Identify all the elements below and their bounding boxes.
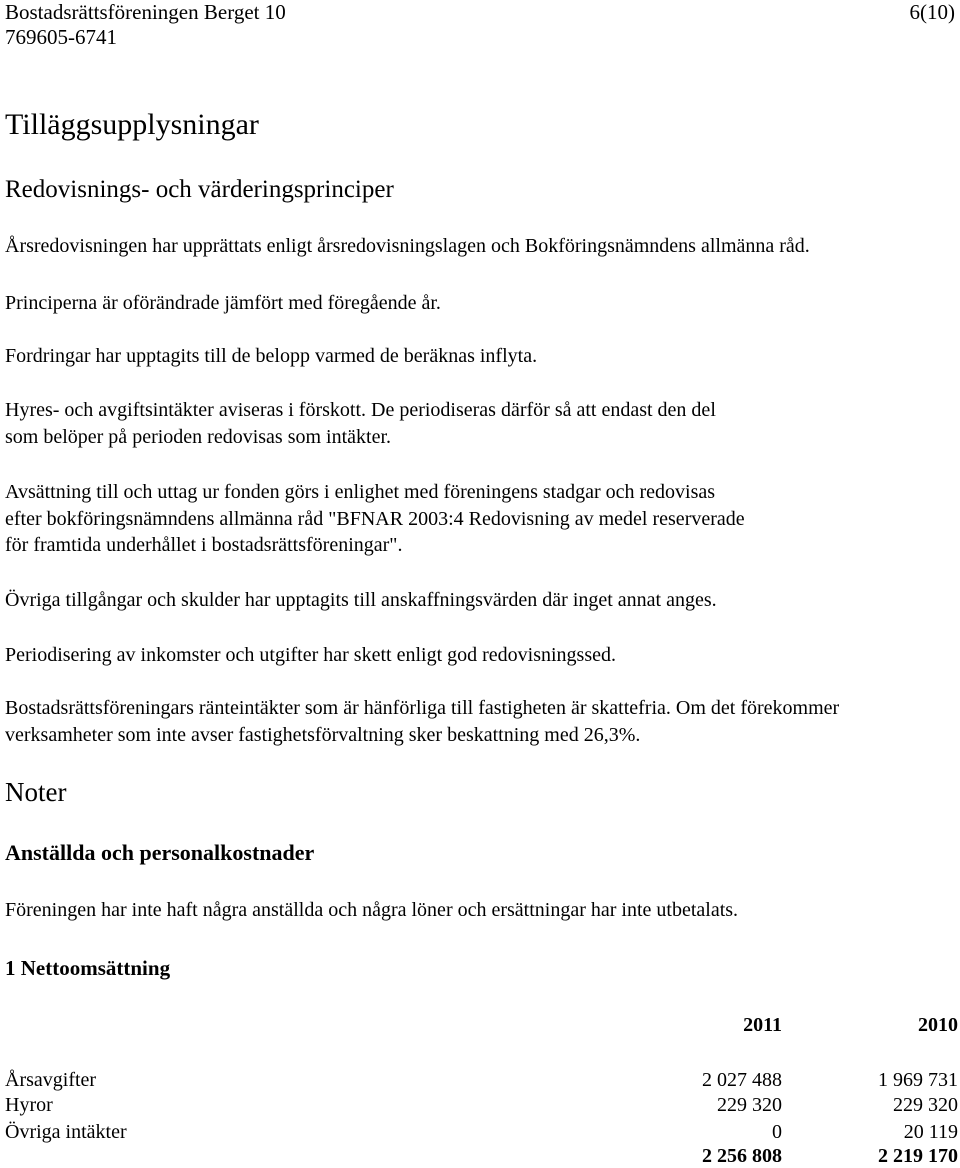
paragraph-line: Årsredovisningen har upprättats enligt årsredovisningslagen och Bokföringsnämndens allmänna råd.: [5, 235, 810, 257]
row-label: Övriga intäkter: [5, 1121, 127, 1143]
page-title: Tilläggsupplysningar: [5, 108, 259, 141]
cell-2011: 2 027 488: [702, 1069, 782, 1091]
staff-text: Föreningen har inte haft några anställda och några löner och ersättningar har inte utbetalats.: [5, 899, 739, 921]
total-2010: 2 219 170: [878, 1145, 958, 1167]
org-number: 769605-6741: [5, 25, 117, 49]
column-header-2010: 2010: [918, 1014, 958, 1036]
revenue-heading: 1 Nettoomsättning: [5, 956, 171, 980]
paragraph-line: för framtida underhållet i bostadsrättsföreningar".: [5, 534, 403, 556]
org-name: Bostadsrättsföreningen Berget 10: [5, 0, 286, 24]
paragraph-line: Övriga tillgångar och skulder har upptagits till anskaffningsvärden där inget annat anges.: [5, 589, 717, 611]
paragraph-line: Hyres- och avgiftsintäkter aviseras i förskott. De periodiseras därför så att endast den del: [5, 399, 716, 421]
paragraph-line: Avsättning till och uttag ur fonden görs i enlighet med föreningens stadgar och redovisas: [5, 481, 716, 503]
paragraph-line: Fordringar har upptagits till de belopp varmed de beräknas inflyta.: [5, 345, 538, 367]
paragraph-line: verksamheter som inte avser fastighetsförvaltning sker beskattning med 26,3%.: [5, 724, 641, 746]
paragraph-line: Principerna är oförändrade jämfört med föregående år.: [5, 292, 441, 314]
principles-heading: Redovisnings- och värderingsprinciper: [5, 176, 394, 203]
total-2011: 2 256 808: [702, 1145, 782, 1167]
cell-2010: 20 119: [903, 1121, 958, 1143]
paragraph-line: efter bokföringsnämndens allmänna råd "BFNAR 2003:4 Redovisning av medel reserverade: [5, 508, 745, 530]
column-header-2011: 2011: [743, 1014, 782, 1036]
cell-2010: 1 969 731: [878, 1069, 958, 1091]
row-label: Hyror: [5, 1094, 53, 1116]
paragraph-line: som belöper på perioden redovisas som intäkter.: [5, 426, 392, 448]
cell-2010: 229 320: [893, 1094, 958, 1116]
staff-heading: Anställda och personalkostnader: [5, 840, 315, 865]
paragraph-line: Bostadsrättsföreningars ränteintäkter som är hänförliga till fastigheten är skattefria. Om det förekommer: [5, 697, 840, 719]
paragraph-line: Periodisering av inkomster och utgifter har skett enligt god redovisningssed.: [5, 644, 616, 666]
cell-2011: 0: [772, 1121, 782, 1143]
notes-title: Noter: [5, 777, 67, 807]
page-number: 6(10): [909, 0, 955, 24]
row-label: Årsavgifter: [5, 1069, 97, 1091]
cell-2011: 229 320: [717, 1094, 782, 1116]
